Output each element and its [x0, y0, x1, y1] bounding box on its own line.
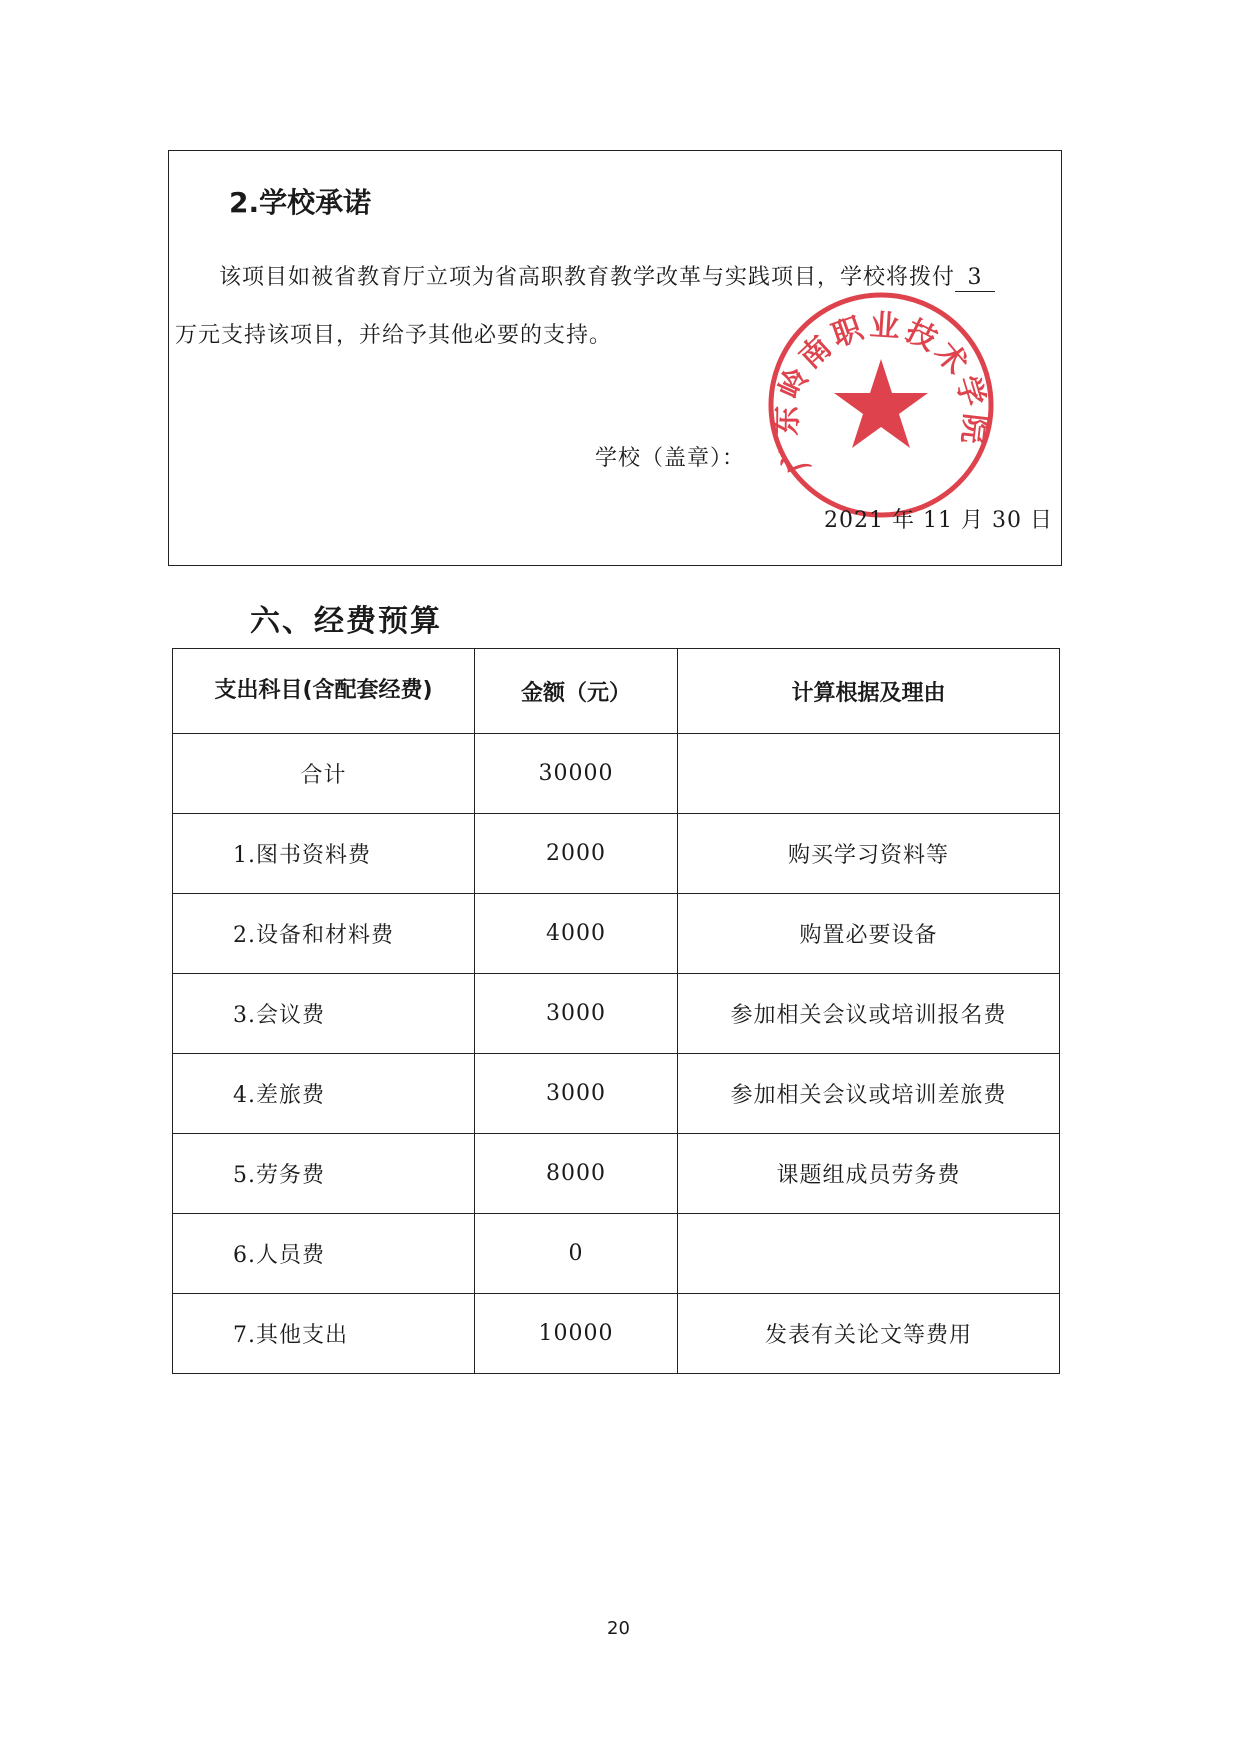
table-row [173, 1214, 1060, 1294]
table-row [173, 974, 1060, 1054]
header-reason: 计算根据及理由 [678, 649, 1060, 734]
budget-heading: 六、经费预算 [250, 604, 442, 639]
row-item: 合计 [173, 734, 475, 814]
row-amount: 0 [475, 1214, 678, 1294]
budget-header-row [173, 649, 1060, 734]
commitment-text-part2: 万元支持该项目，并给予其他必要的支持。 [175, 323, 613, 348]
row-item: 7.其他支出 [173, 1294, 475, 1374]
page-number: 20 [607, 1618, 630, 1639]
signed-date: 2021 年 11 月 30 日 [824, 508, 1053, 533]
row-item: 1.图书资料费 [173, 814, 475, 894]
budget-table [172, 648, 1060, 1374]
table-row [173, 1294, 1060, 1374]
seal-label: 学校（盖章）： [595, 446, 746, 471]
row-reason: 发表有关论文等费用 [678, 1294, 1060, 1374]
row-amount: 2000 [475, 814, 678, 894]
row-reason: 购置必要设备 [678, 894, 1060, 974]
table-row [173, 1134, 1060, 1214]
row-reason: 参加相关会议或培训报名费 [678, 974, 1060, 1054]
row-amount: 4000 [475, 894, 678, 974]
svg-text:广东岭南职业技术学院: 广东岭南职业技术学院 [769, 308, 993, 479]
commitment-amount: 3 [955, 265, 995, 292]
row-reason: 课题组成员劳务费 [678, 1134, 1060, 1214]
row-amount: 3000 [475, 974, 678, 1054]
row-reason: 参加相关会议或培训差旅费 [678, 1054, 1060, 1134]
row-reason [678, 1214, 1060, 1294]
row-item: 6.人员费 [173, 1214, 475, 1294]
row-amount: 10000 [475, 1294, 678, 1374]
row-amount: 30000 [475, 734, 678, 814]
row-item: 5.劳务费 [173, 1134, 475, 1214]
header-amount: 金额（元） [475, 649, 678, 734]
commitment-text-part1: 该项目如被省教育厅立项为省高职教育教学改革与实践项目，学校将拨付 [219, 265, 956, 290]
commitment-title: 2.学校承诺 [229, 186, 372, 219]
header-item: 支出科目(含配套经费) [173, 649, 475, 734]
table-row [173, 894, 1060, 974]
school-commitment-box [168, 150, 1062, 566]
row-amount: 8000 [475, 1134, 678, 1214]
row-reason [678, 734, 1060, 814]
school-seal-icon [765, 289, 997, 521]
row-reason: 购买学习资料等 [678, 814, 1060, 894]
row-item: 3.会议费 [173, 974, 475, 1054]
table-row [173, 814, 1060, 894]
table-row [173, 734, 1060, 814]
row-item: 2.设备和材料费 [173, 894, 475, 974]
row-amount: 3000 [475, 1054, 678, 1134]
row-item: 4.差旅费 [173, 1054, 475, 1134]
table-row [173, 1054, 1060, 1134]
